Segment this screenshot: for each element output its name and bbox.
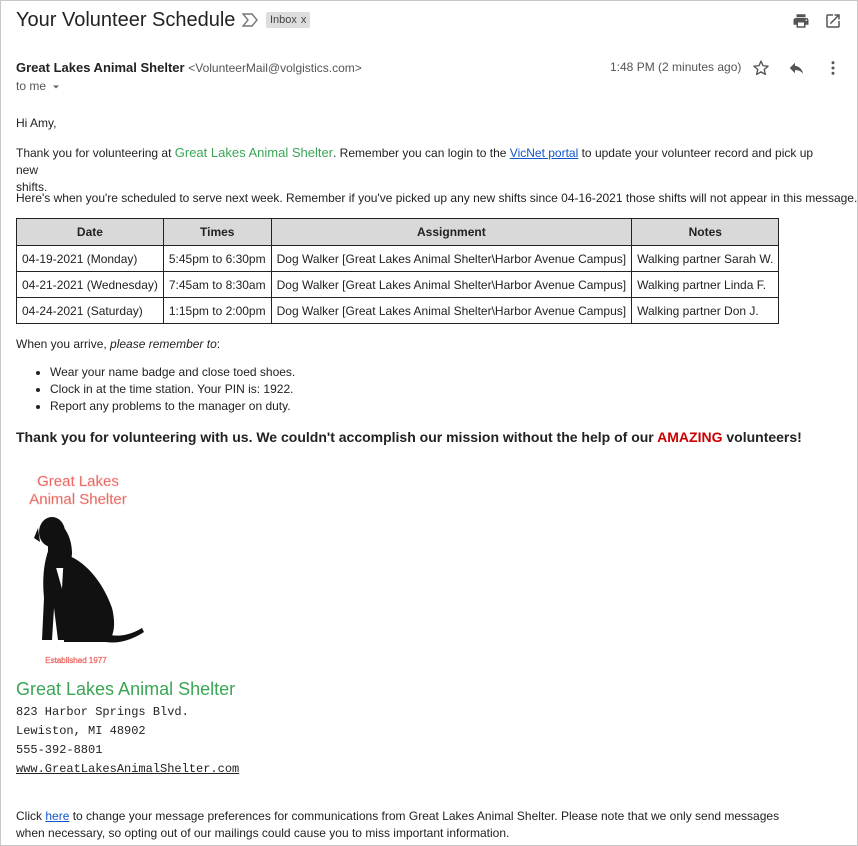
cell-times: 7:45am to 8:30am — [163, 272, 271, 298]
inbox-label-text: Inbox — [270, 14, 297, 26]
greeting: Hi Amy, — [16, 116, 57, 130]
footer-text-a: Click — [16, 809, 46, 823]
cell-notes: Walking partner Linda F. — [632, 272, 779, 298]
preferences-link[interactable]: here — [45, 809, 70, 823]
recipient-text: to me — [16, 79, 47, 93]
thank-you-line — [16, 429, 802, 445]
intro-text-a: Thank you for volunteering at — [16, 146, 175, 160]
table-row — [17, 298, 779, 324]
recipient-line[interactable] — [16, 79, 60, 93]
arrival-text-b: please remember to — [110, 337, 217, 351]
sender-name: Great Lakes Animal Shelter — [16, 60, 185, 75]
reminder-list — [28, 364, 295, 415]
intro-org-name: Great Lakes Animal Shelter — [174, 145, 334, 160]
print-icon[interactable] — [792, 12, 810, 30]
list-item: • Clock in at the time station. Your PIN is: 1922. — [50, 381, 295, 398]
thanks-text-a: Thank you for volunteering with us. We couldn't accomplish our mission without the help of our — [16, 429, 658, 445]
importance-marker-icon[interactable] — [242, 13, 258, 27]
arrival-text-a: When you arrive, — [16, 337, 111, 351]
email-subject: Your Volunteer Schedule — [16, 9, 236, 31]
thanks-amazing: AMAZING — [657, 429, 723, 445]
header-date: Date — [17, 219, 164, 246]
intro-text-b: . Remember you can login to the — [333, 146, 510, 160]
header-assignment: Assignment — [271, 219, 632, 246]
logo-line1: Great Lakes — [37, 473, 119, 490]
intro-text-c: to update your volunteer record and pick up new — [16, 146, 814, 177]
cell-assignment: Dog Walker [Great Lakes Animal Shelter\Harbor Avenue Campus] — [271, 298, 632, 324]
cell-notes: Walking partner Sarah W. — [632, 246, 779, 272]
signature-street: 823 Harbor Springs Blvd. — [16, 705, 189, 719]
list-item: • Wear your name badge and close toed shoes. — [50, 364, 295, 381]
vicnet-portal-link[interactable]: VicNet portal — [509, 146, 579, 160]
header-notes: Notes — [632, 219, 779, 246]
header-times: Times — [163, 219, 271, 246]
arrival-text-c: : — [216, 337, 221, 351]
signature-city: Lewiston, MI 48902 — [16, 724, 146, 738]
signature-phone: 555-392-8801 — [16, 743, 103, 757]
schedule-table — [16, 218, 779, 324]
cell-assignment: Dog Walker [Great Lakes Animal Shelter\Harbor Avenue Campus] — [271, 272, 632, 298]
logo-established: Established 1977 — [45, 656, 107, 665]
table-row — [17, 272, 779, 298]
message-time: 1:48 PM (2 minutes ago) — [610, 60, 742, 74]
open-new-window-icon[interactable] — [824, 12, 842, 30]
sender-line — [16, 60, 362, 75]
sender-email: <VolunteerMail@volgistics.com> — [188, 61, 362, 75]
intro-paragraph — [16, 144, 836, 196]
schedule-intro: Here's when you're scheduled to serve next week. Remember if you've picked up any new shifts since 04-16-2021 those shifts will not appear in this message. — [16, 191, 858, 205]
list-item: • Report any problems to the manager on duty. — [50, 398, 295, 415]
arrival-line — [16, 336, 220, 353]
shelter-logo — [20, 468, 160, 668]
reply-icon[interactable] — [787, 59, 806, 77]
dropdown-caret-icon[interactable] — [52, 84, 60, 90]
preferences-footer — [16, 808, 806, 842]
cell-date: 04-24-2021 (Saturday) — [17, 298, 164, 324]
intro-text-d: shifts. — [16, 180, 48, 194]
cell-notes: Walking partner Don J. — [632, 298, 779, 324]
footer-text-b: to change your message preferences for communications from Great Lakes Animal Shelter. Please note that we only send messages when necessary, so opting out of our mailings could cause you to miss important information. — [16, 809, 780, 840]
cell-times: 5:45pm to 6:30pm — [163, 246, 271, 272]
logo-line2: Animal Shelter — [29, 491, 127, 508]
cell-times: 1:15pm to 2:00pm — [163, 298, 271, 324]
remove-label-icon[interactable]: x — [300, 14, 307, 26]
table-row — [17, 246, 779, 272]
cell-assignment: Dog Walker [Great Lakes Animal Shelter\Harbor Avenue Campus] — [271, 246, 632, 272]
cell-date: 04-19-2021 (Monday) — [17, 246, 164, 272]
thanks-text-b: volunteers! — [722, 429, 802, 445]
cell-date: 04-21-2021 (Wednesday) — [17, 272, 164, 298]
star-icon[interactable] — [752, 59, 770, 77]
table-header-row — [17, 219, 779, 246]
more-vert-icon[interactable] — [824, 59, 842, 77]
signature-org-name: Great Lakes Animal Shelter — [16, 679, 236, 699]
signature-website-link[interactable]: www.GreatLakesAnimalShelter.com — [16, 762, 240, 776]
inbox-label-badge — [266, 12, 310, 28]
